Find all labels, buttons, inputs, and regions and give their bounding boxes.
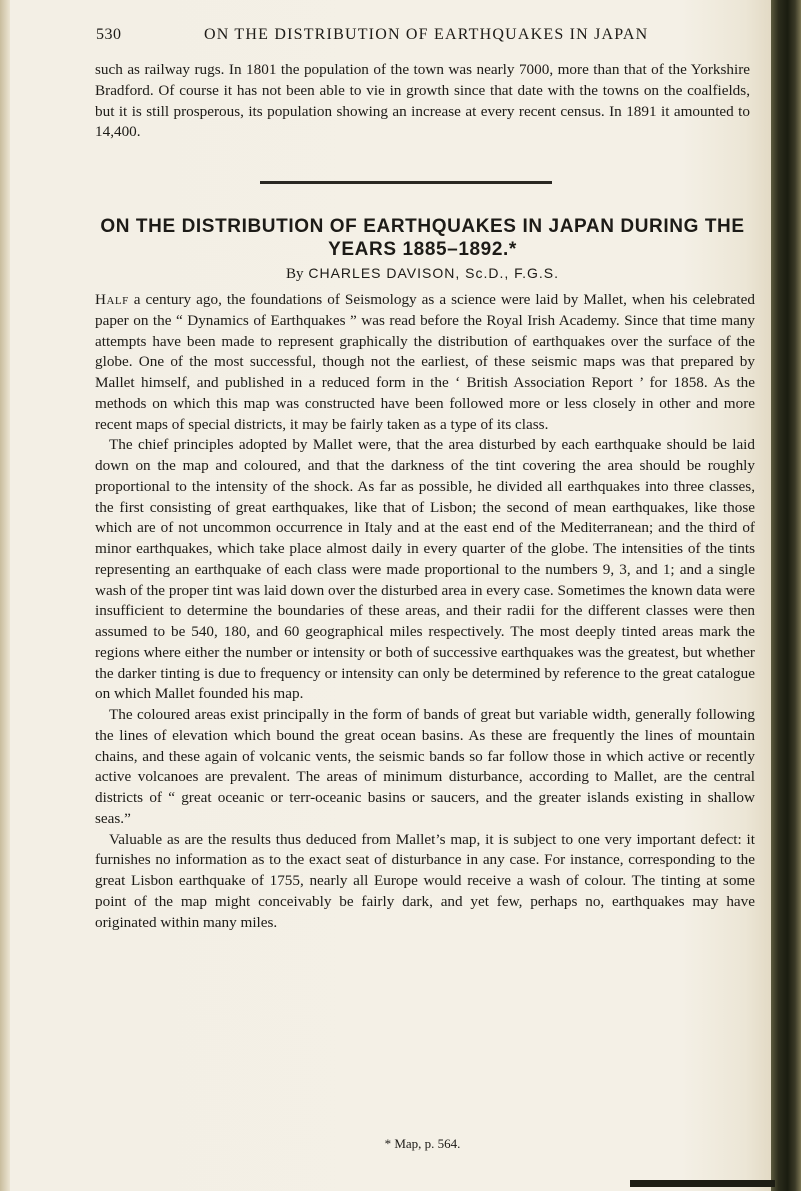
page-header bbox=[96, 26, 756, 48]
author-name: CHARLES DAVISON, Sc.D., F.G.S. bbox=[308, 265, 560, 281]
paragraph-text: a century ago, the foundations of Seismology as a science were laid by Mallet, when his celebrated paper on the “ Dynamics of Earthquakes ” was read before the Royal Irish Academy. Since that time many attempts have been made to represent graphically the distribution of earthquakes over the surface of the globe. One of the most successful, though not the earliest, of these seismic maps was that prepared by Mallet himself, and published in a reduced form in the ‘ British Association Report ’ for 1858. As the methods on which this map was constructed have been followed more or less closely in other and more recent maps of special districts, it may be fairly taken as a type of its class. bbox=[95, 291, 755, 433]
section-divider bbox=[260, 181, 552, 184]
paragraph-4: Valuable as are the results thus deduced from Mallet’s map, it is subject to one very important defect: it furnishes no information as to the exact seat of disturbance in any case. For instance, corresponding to the great Lisbon earthquake of 1755, nearly all Europe would receive a wash of colour. The tinting at some point of the map might conceivably be fairly dark, and yet few, perhaps no, earthquakes may have originated within many miles. bbox=[95, 830, 755, 931]
paragraph-3: The coloured areas exist principally in the form of bands of great but variable width, generally following the lines of elevation which bound the great ocean basins. As these are frequently the lines of mountain chains, and these again of volcanic vents, the seismic bands so far follow those in which active or recently active volcanoes are prevalent. The areas of minimum disturbance, according to Mallet, are the central districts of “ great oceanic or terr-oceanic basins or saucers, and the greater islands existing in shallow seas.” bbox=[95, 706, 755, 827]
author-prefix: By bbox=[285, 266, 304, 282]
page-left-edge bbox=[0, 0, 10, 1191]
author-line bbox=[90, 265, 755, 283]
book-spine-edge bbox=[771, 0, 801, 1191]
footnote: * Map, p. 564. bbox=[384, 1136, 461, 1151]
lead-word: Half bbox=[95, 291, 129, 308]
article-title: ON THE DISTRIBUTION OF EARTHQUAKES IN JAPAN DURING THE YEARS 1885–1892.* bbox=[100, 216, 745, 260]
running-title: ON THE DISTRIBUTION OF EARTHQUAKES IN JAPAN bbox=[204, 26, 649, 43]
article-body bbox=[95, 290, 755, 933]
bottom-edge-shadow bbox=[630, 1180, 775, 1187]
paragraph-1 bbox=[95, 290, 755, 435]
paragraph-2: The chief principles adopted by Mallet were, that the area disturbed by each earthquake should be laid down on the map and coloured, and that the darkness of the tint covering the area should be roughly proportional to the intensity of the shock. As far as possible, he divided all earthquakes into three classes, the first consisting of great earthquakes, like that of Lisbon; the second of mean earthquakes, like those which are of not uncommon occurrence in Italy and at the east end of the Mediterranean; and the third of minor earthquakes, which take place almost daily in every quarter of the globe. The intensities of the tints representing an earthquake of each class were made proportional to the numbers 9, 3, and 1; and a single wash of the proper tint was laid down over the disturbed area in every case. Sometimes the known data were insufficient to determine the boundaries of these areas, and their radii for the different classes were then assumed to be 540, 180, and 60 geographical miles respectively. The most deeply tinted areas mark the regions where either the number or intensity or both of successive earthquakes was the greatest, but whether the darker tinting is due to frequency or intensity can only be determined by reference to the great catalogue on which Mallet founded his map. bbox=[95, 436, 755, 703]
previous-article-text: such as railway rugs. In 1801 the population of the town was nearly 7000, more than that of the Yorkshire Bradford. Of course it has not been able to vie in growth since that date with the towns on the coalfields, but it is still prosperous, its population showing an increase at every recent census. In 1891 it amounted to 14,400. bbox=[95, 61, 750, 141]
page-number: 530 bbox=[96, 26, 122, 43]
